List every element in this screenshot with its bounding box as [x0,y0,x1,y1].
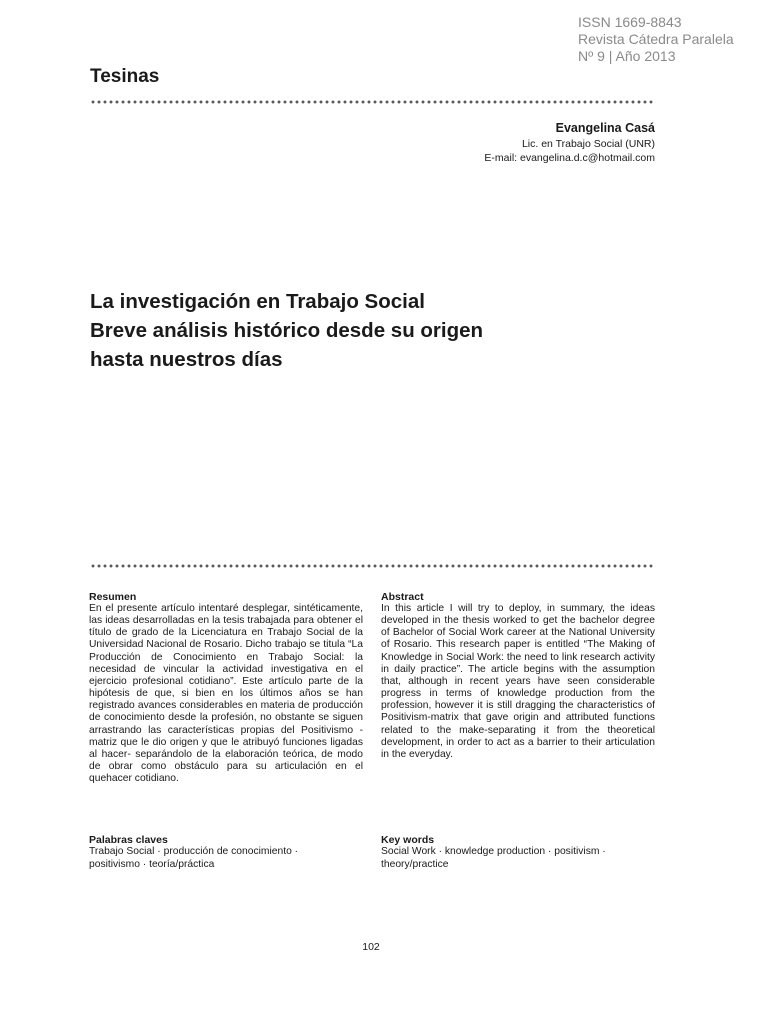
page-number: 102 [362,941,380,953]
author-affiliation: Lic. en Trabajo Social (UNR) [521,138,655,150]
abstract-heading: Abstract [381,591,424,603]
palabras-claves-section [89,834,363,871]
abstract-text: In this article I will try to deploy, in summary, the ideas developed in the thesis worked to get the bachelor degree of Bachelor of Social Work career at the National University of Rosario. This research paper is entitled “The Making of Knowledge in Social Work: the need to link research activity in daily practice”. The article begins with the assumption that, although in recent years have seen considerable progress in terms of knowledge production from the profession, however it is still dragging the characteristics of Positivism-matrix that gave origin and attributed functions related to the make-separating it from the theoretical development, in order to act as a barrier to their articulation in the everyday. [381,603,655,760]
resumen-text: En el presente artículo intentaré desplegar, sintéticamente, las ideas desarrolladas en la tesis trabajada para obtener el título de grado de la Licenciatura en Trabajo Social de la Universidad Nacional de Rosario. Dicho trabajo se titula “La Producción de Conocimiento en Trabajo Social: la necesidad de vincular la actividad investigativa en el ejercicio profesional cotidiano”. Este artículo parte de la hipótesis de que, si bien en los últimos años se han registrado avances considerables en materia de producción de conocimiento desde la profesión, no obstante se siguen arrastrando las características propias del Positivismo -matriz que le dio origen y que le atribuyó funciones ligadas al hacer- separándolo de la elaboración teórica, de modo de obrar como obstáculo para su articulación en el quehacer cotidiano. [89,603,363,785]
article-title [90,287,650,374]
author-email: E-mail: evangelina.d.c@hotmail.com [484,152,655,164]
key-words-heading: Key words [381,834,435,846]
article-title-line: Breve análisis histórico desde su origen [90,319,484,342]
author-name: Evangelina Casá [555,121,655,135]
key-words-line: theory/practice [381,858,449,870]
dotted-divider-abstract [90,564,655,568]
article-title-line: La investigación en Trabajo Social [90,290,425,313]
journal-issue: Nº 9 | Año 2013 [578,48,676,64]
journal-name: Revista Cátedra Paralela [578,31,734,47]
author-block [484,120,655,165]
journal-header [578,14,734,65]
key-words-section [381,834,655,871]
palabras-claves-line: positivismo · teoría/práctica [89,858,215,870]
issn-number: ISSN 1669-8843 [578,14,682,30]
palabras-claves-line: Trabajo Social · producción de conocimiento · [89,846,299,857]
resumen-heading: Resumen [89,591,137,603]
article-title-line: hasta nuestros días [90,348,283,371]
key-words-line: Social Work · knowledge production · positivism · [381,846,606,857]
palabras-claves-heading: Palabras claves [89,834,168,846]
resumen-section [89,591,363,785]
abstract-section [381,591,655,761]
section-title: Tesinas [90,66,160,87]
dotted-divider-top [90,100,655,104]
